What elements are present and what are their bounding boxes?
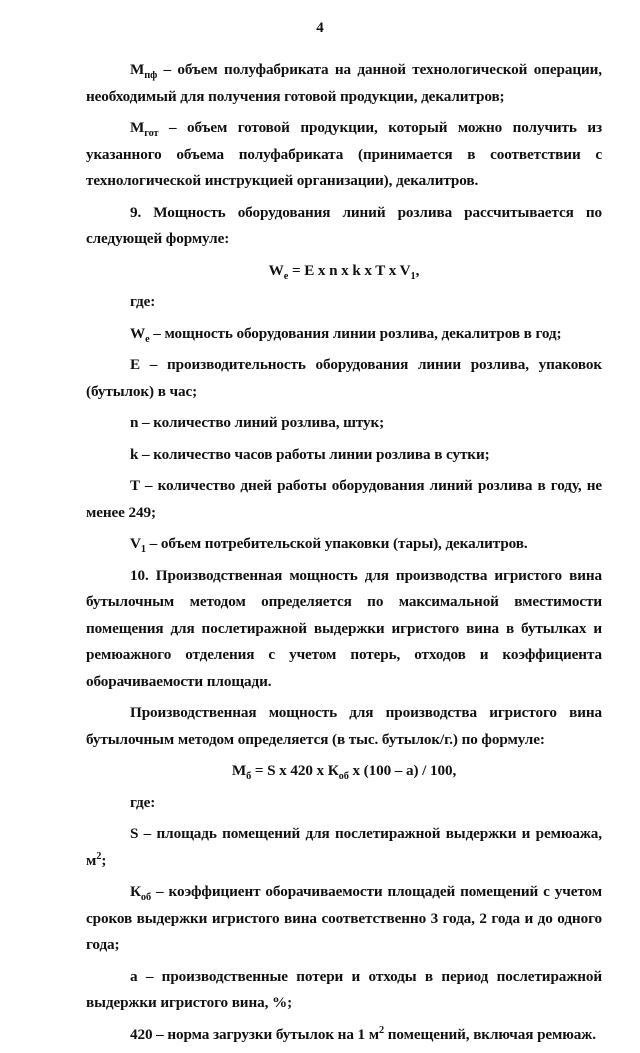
formula-mb: $М_б = S$ x 420 x $К_{об}$ x (100 – a) / 100, — [231, 762, 457, 783]
definition-s: S – площадь помещений для послетиражной выдержки и ремюажа, $м^2$; — [86, 825, 602, 869]
where-label-2: где: — [130, 793, 156, 811]
definition-a: a – производственные потери и отходы в период послетиражной выдержки игристого вина, %; — [86, 967, 602, 1011]
section-10-text: 10. Производственная мощность для производства игристого вина бутылочным методом определяется по максимальной вместимости помещения для послетиражной выдержки игристого вина в бутылках и ремюажного отделения с учетом потерь, отходов и коэффициента оборачиваемости площади. — [86, 566, 602, 690]
section-10-formula-intro: Производственная мощность для производства игристого вина бутылочным методом определяется (в тыс. бутылок/г.) по формуле: — [86, 704, 602, 748]
formula-we: $W_e = E$ x n x k x T x $V_1$, — [268, 261, 420, 282]
definition-k: k – количество часов работы линии розлива в сутки; — [130, 445, 490, 463]
definition-e: E – производительность оборудования линии розлива, упаковок (бутылок) в час; — [86, 356, 602, 400]
definition-n: n – количество линий розлива, штук; — [130, 414, 385, 431]
page-number: 4 — [316, 20, 324, 36]
definition-420: 420 – норма загрузки бутылок на 1 $м^2$ помещений, включая ремюаж. — [130, 1024, 596, 1043]
section-9-intro: 9. Мощность оборудования линий розлива рассчитывается по следующей формуле: — [86, 203, 602, 247]
definition-v1: $V_1$ – объем потребительской упаковки (тары), декалитров. — [130, 535, 528, 556]
definition-t: T – количество дней работы оборудования линий розлива в году, не менее 249; — [86, 477, 602, 521]
definition-kob: $К_{об}$ – коэффициент оборачиваемости площадей помещений с учетом сроков выдержки игристого вина соответственно 3 года, 2 года и до одного года; — [86, 883, 602, 953]
definition-m-got: $М_{гот}$ – объем готовой продукции, который можно получить из указанного объема полуфабриката (принимается в соответствии с технологической инструкцией организации), декалитров. — [86, 119, 602, 189]
where-label-1: где: — [130, 293, 156, 310]
definition-we: $W_e$ – мощность оборудования линии розлива, декалитров в год; — [130, 324, 562, 345]
definition-m-pf: $М_{пф}$ – объем полуфабриката на данной технологической операции, необходимый для получения готовой продукции, декалитров; — [86, 61, 602, 105]
document-body — [86, 57, 602, 1053]
